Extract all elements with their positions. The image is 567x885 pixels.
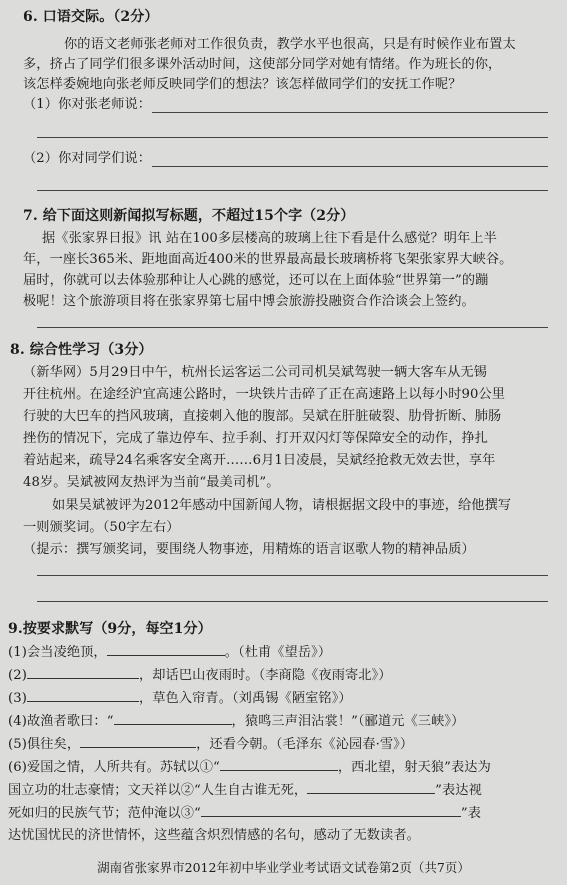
q7-text-line: 据《张家界日报》讯 站在100多层楼高的玻璃上往下看是什么感觉？明年上半 bbox=[42, 231, 497, 246]
q9-item-3: (3) ，草色入帘青。（刘禹锡《陋室铭》） bbox=[8, 691, 352, 706]
blank-field[interactable] bbox=[220, 758, 338, 771]
q8-text-line: 着站起来，疏导24名乘客安全离开……6月1日凌晨，吴斌经抢救无效去世，享年 bbox=[23, 453, 496, 468]
q8-task-line: 如果吴斌被评为2012年感动中国新闻人物，请根据据文段中的事迹，给他撰写 bbox=[52, 498, 512, 513]
blank-field[interactable] bbox=[27, 666, 139, 679]
answer-line[interactable] bbox=[37, 190, 548, 191]
q6-text-line: 你的语文老师张老师对工作很负责，教学水平也很高，只是有时候作业布置太 bbox=[64, 37, 516, 52]
blank-field[interactable] bbox=[107, 643, 225, 656]
answer-line[interactable] bbox=[152, 112, 548, 113]
q9-item-6: (6)爱国之情，人所共有。苏轼以①“ ，西北望，射天狼”表达为 bbox=[8, 760, 491, 775]
blank-field[interactable] bbox=[27, 689, 139, 702]
q7-text-line: 年，一座长365米、距地面高近400米的世界最高最长玻璃桥将飞架张家界大峡谷。 bbox=[23, 252, 513, 267]
q8-text-line: 行驶的大巴车的挡风玻璃，直接刺入他的腹部。吴斌在肝脏破裂、肋骨折断、肺肠 bbox=[23, 409, 502, 424]
answer-line[interactable] bbox=[37, 137, 548, 138]
q6-text-line: 多，挤占了同学们很多课外活动时间，这使部分同学对她有情绪。作为班长的你， bbox=[23, 57, 502, 72]
q7-text-line: 极呢！这个旅游项目将在张家界第七届中博会旅游投融资合作洽谈会上签约。 bbox=[23, 294, 475, 309]
q8-text-line: 挫伤的情况下，完成了靠边停车、拉手刹、打开双闪灯等保障安全的动作，挣扎 bbox=[23, 431, 489, 446]
q9-item-5: (5)俱往矣， ，还看今朝。（毛泽东《沁园春·雪》） bbox=[8, 737, 414, 752]
q9-title: 9.按要求默写（9分，每空1分） bbox=[8, 621, 212, 637]
answer-line[interactable] bbox=[37, 575, 548, 576]
blank-field[interactable] bbox=[114, 712, 232, 725]
q6-prompt-teacher: （1）你对张老师说： bbox=[23, 97, 152, 112]
q9-item-4: (4)故渔者歌曰：“ ，猿鸣三声泪沾裳！”（郦道元《三峡》） bbox=[8, 714, 465, 729]
q7-text-line: 届时，你就可以去体验那种让人心跳的感觉，还可以在上面体验“世界第一”的蹦 bbox=[23, 273, 489, 288]
q6-title: 6. 口语交际。（2分） bbox=[23, 9, 159, 25]
q8-text-line: 开往杭州。在途经沪宜高速公路时，一块铁片击碎了正在高速路上以每小时90公里 bbox=[23, 387, 506, 402]
answer-line[interactable] bbox=[152, 166, 548, 167]
answer-line[interactable] bbox=[37, 601, 548, 602]
q8-text-line: （新华网）5月29日中午，杭州长运客运二公司司机吴斌驾驶一辆大客车从无锡 bbox=[23, 365, 487, 380]
q8-task-line: 一则颁奖词。（50字左右） bbox=[23, 520, 180, 535]
q8-title: 8. 综合性学习（3分） bbox=[10, 342, 153, 358]
blank-field[interactable] bbox=[201, 804, 461, 817]
answer-line[interactable] bbox=[37, 327, 548, 328]
q6-prompt-students: （2）你对同学们说： bbox=[23, 151, 152, 166]
blank-field[interactable] bbox=[80, 735, 196, 748]
q9-item-6-cont: 国立功的壮志豪情；文天祥以②“人生自古谁无死， ”表达视 bbox=[8, 783, 482, 798]
page-footer: 湖南省张家界市2012年初中毕业学业考试语文试卷第2页（共7页） bbox=[97, 860, 470, 875]
q8-hint: （提示：撰写颁奖词，要围绕人物事迹，用精炼的语言讴歌人物的精神品质） bbox=[23, 542, 475, 557]
q6-text-line: 该怎样委婉地向张老师反映同学们的想法？该怎样做同学们的安抚工作呢？ bbox=[23, 77, 462, 92]
blank-field[interactable] bbox=[307, 781, 435, 794]
q9-item-6-cont: 死如归的民族气节；范仲淹以③“ ”表 bbox=[8, 806, 482, 821]
q9-item-6-cont: 达忧国忧民的济世情怀，这些蕴含炽烈情感的名句，感动了无数读者。 bbox=[8, 828, 420, 843]
q9-item-1: (1)会当凌绝顶， 。（杜甫《望岳》） bbox=[8, 645, 332, 660]
q9-item-2: (2) ，却话巴山夜雨时。（李商隐《夜雨寄北》） bbox=[8, 668, 392, 683]
q7-title: 7. 给下面这则新闻拟写标题，不超过15个字（2分） bbox=[23, 208, 355, 224]
q8-text-line: 48岁。吴斌被网友热评为当前“最美司机”。 bbox=[23, 475, 280, 490]
